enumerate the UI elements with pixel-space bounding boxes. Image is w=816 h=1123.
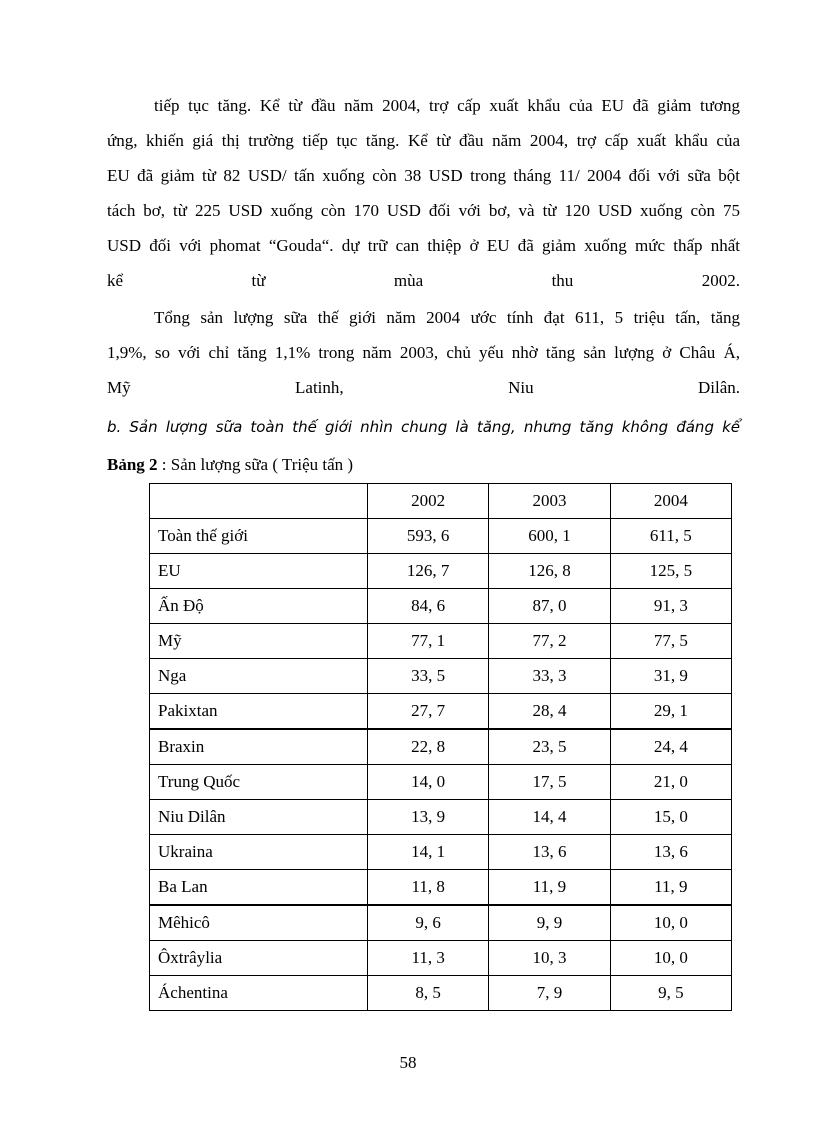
table-cell: 10, 3 [489, 941, 610, 976]
table-cell: 31, 9 [610, 659, 731, 694]
text-line: tách bơ, từ 225 USD xuống còn 170 USD đối với bơ, và từ 120 USD xuống còn 75 [107, 201, 740, 220]
table-header-cell: 2004 [610, 484, 731, 519]
table-cell: 14, 1 [368, 835, 489, 870]
table-row [150, 694, 732, 730]
table-row [150, 554, 732, 589]
table-row [150, 729, 732, 765]
table-cell-country: Áchentina [150, 976, 368, 1011]
table-cell: 33, 5 [368, 659, 489, 694]
table-row [150, 835, 732, 870]
milk-production-table [149, 483, 732, 1011]
table-cell: 24, 4 [610, 729, 731, 765]
table-cell-country: Niu Dilân [150, 800, 368, 835]
table-row [150, 905, 732, 941]
table-cell: 7, 9 [489, 976, 610, 1011]
table-cell-country: Nga [150, 659, 368, 694]
paragraph-export-subsidy [107, 88, 740, 298]
table-row [150, 976, 732, 1011]
table-cell: 11, 9 [489, 870, 610, 906]
table-cell-country: Mỹ [150, 624, 368, 659]
table-cell: 126, 8 [489, 554, 610, 589]
table-cell-country: Toàn thế giới [150, 519, 368, 554]
text-line: tiếp tục tăng. Kể từ đầu năm 2004, trợ cấp xuất khẩu của EU đã giảm tương [154, 96, 740, 115]
table-row [150, 519, 732, 554]
table-cell: 15, 0 [610, 800, 731, 835]
table-cell: 126, 7 [368, 554, 489, 589]
table-cell: 28, 4 [489, 694, 610, 730]
table-cell: 9, 6 [368, 905, 489, 941]
table-cell: 33, 3 [489, 659, 610, 694]
table-cell: 11, 9 [610, 870, 731, 906]
table-cell: 11, 8 [368, 870, 489, 906]
table-cell-country: Pakixtan [150, 694, 368, 730]
table-cell: 84, 6 [368, 589, 489, 624]
text-line: 1,9%, so với chỉ tăng 1,1% trong năm 2003, chủ yếu nhờ tăng sản lượng ở Châu Á, [107, 343, 740, 362]
table-header-cell: 2003 [489, 484, 610, 519]
table-cell-country: Ba Lan [150, 870, 368, 906]
table-cell: 9, 9 [489, 905, 610, 941]
table-row [150, 870, 732, 906]
table-cell-country: Braxin [150, 729, 368, 765]
table-cell: 23, 5 [489, 729, 610, 765]
table-row [150, 659, 732, 694]
table-caption-label: Bảng 2 [107, 455, 158, 474]
table-row [150, 800, 732, 835]
table-cell: 29, 1 [610, 694, 731, 730]
table-cell: 27, 7 [368, 694, 489, 730]
table-header-cell [150, 484, 368, 519]
table-cell: 14, 0 [368, 765, 489, 800]
table-cell: 17, 5 [489, 765, 610, 800]
table-cell: 21, 0 [610, 765, 731, 800]
text-line: EU đã giảm từ 82 USD/ tấn xuống còn 38 USD trong tháng 11/ 2004 đối với sữa bột [107, 166, 740, 185]
table-cell: 10, 0 [610, 941, 731, 976]
text-line: Mỹ Latinh, Niu Dilân. [107, 378, 740, 397]
table-caption-text: : Sản lượng sữa ( Triệu tấn ) [157, 455, 354, 474]
table-cell: 77, 5 [610, 624, 731, 659]
table-header-cell: 2002 [368, 484, 489, 519]
text-line: kể từ mùa thu 2002. [107, 271, 740, 290]
table-cell-country: Ôxtrâylia [150, 941, 368, 976]
table-cell: 8, 5 [368, 976, 489, 1011]
table-cell: 14, 4 [489, 800, 610, 835]
table-cell: 125, 5 [610, 554, 731, 589]
table-cell: 13, 6 [610, 835, 731, 870]
table-cell: 10, 0 [610, 905, 731, 941]
table-cell-country: Ấn Độ [150, 589, 368, 624]
table-row [150, 941, 732, 976]
table-cell-country: Trung Quốc [150, 765, 368, 800]
text-line: Tổng sản lượng sữa thế giới năm 2004 ước tính đạt 611, 5 triệu tấn, tăng [154, 308, 740, 327]
text-line: ứng, khiến giá thị trường tiếp tục tăng. Kể từ đầu năm 2004, trợ cấp xuất khẩu của [107, 131, 740, 150]
table-cell: 91, 3 [610, 589, 731, 624]
table-cell: 11, 3 [368, 941, 489, 976]
table-cell-country: EU [150, 554, 368, 589]
table-cell: 22, 8 [368, 729, 489, 765]
section-subheading: b. Sản lượng sữa toàn thế giới nhìn chung là tăng, nhưng tăng không đáng kể [107, 418, 740, 436]
table-cell: 9, 5 [610, 976, 731, 1011]
paragraph-world-milk-output [107, 300, 740, 405]
table-cell: 77, 2 [489, 624, 610, 659]
table-cell: 13, 6 [489, 835, 610, 870]
table-row [150, 765, 732, 800]
table-cell: 593, 6 [368, 519, 489, 554]
table-header-row [150, 484, 732, 519]
table-cell: 77, 1 [368, 624, 489, 659]
text-line: USD đối với phomat “Gouda“. dự trữ can thiệp ở EU đã giảm xuống mức thấp nhất [107, 236, 740, 255]
table-caption [107, 452, 353, 478]
table-cell: 13, 9 [368, 800, 489, 835]
table-cell: 87, 0 [489, 589, 610, 624]
table-row [150, 589, 732, 624]
table-cell: 611, 5 [610, 519, 731, 554]
table-cell: 600, 1 [489, 519, 610, 554]
table-cell-country: Ukraina [150, 835, 368, 870]
page-number: 58 [399, 1053, 417, 1072]
table-row [150, 624, 732, 659]
table-cell-country: Mêhicô [150, 905, 368, 941]
